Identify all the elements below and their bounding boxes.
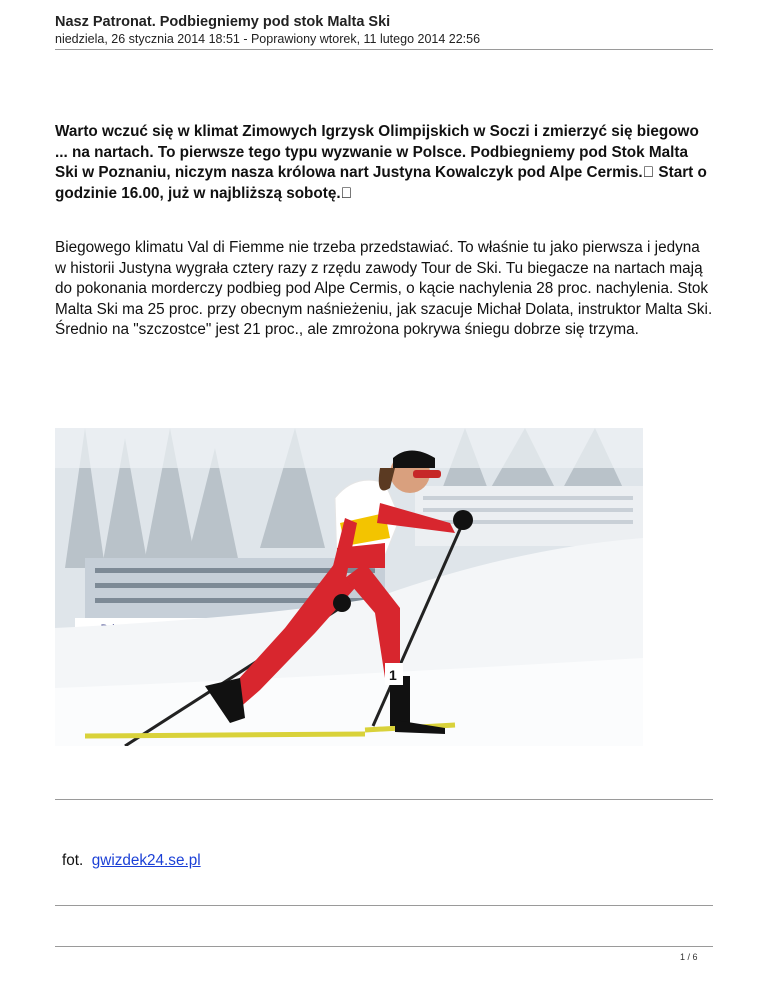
article-lead: Warto wczuć się w klimat Zimowych Igrzysk Olimpijskich w Soczi i zmierzyć się biegowo ... na nartach. To pierwsze tego typu wyzwanie w Polsce. Podbiegniemy pod Stok Malta Ski w Poznaniu, niczym nasza królowa nart Justyna Kowalczyk pod Alpe Cermis.  Start o godzinie 16.00, już w najbliższą sobotę. : [55, 123, 707, 202]
article-photo: [55, 428, 643, 746]
bib-number: 1: [389, 667, 397, 683]
credit-divider: [55, 905, 713, 906]
credit-prefix: fot.: [62, 852, 84, 869]
photo-divider: [55, 799, 713, 800]
photo-credit: [62, 852, 201, 870]
header-divider: [55, 49, 713, 50]
document-date: niedziela, 26 stycznia 2014 18:51 - Poprawiony wtorek, 11 lutego 2014 22:56: [55, 32, 481, 46]
document-title: Nasz Patronat. Podbiegniemy pod stok Malta Ski: [55, 14, 391, 30]
credit-link[interactable]: gwizdek24.se.pl: [91, 852, 201, 869]
article-body: Biegowego klimatu Val di Fiemme nie trzeba przedstawiać. To właśnie tu jako pierwsza i jedyna w historii Justyna wygrała cztery razy z rzędu zawody Tour de Ski. Tu biegacze na nartach mają do pokonania morderczy podbieg pod Alpe Cermis, o kącie nachylenia 28 proc. nachylenia. Stok Malta Ski ma 25 proc. przy obecnym naśnieżeniu, jak szacuje Michał Dolata, instruktor Malta Ski. Średnio na "szczostce" jest 21 proc., ale zmrożona pokrywa śniegu dobrze się trzyma.: [55, 239, 713, 338]
footer-divider: [55, 946, 713, 947]
page-number: 1 / 6: [680, 952, 698, 962]
